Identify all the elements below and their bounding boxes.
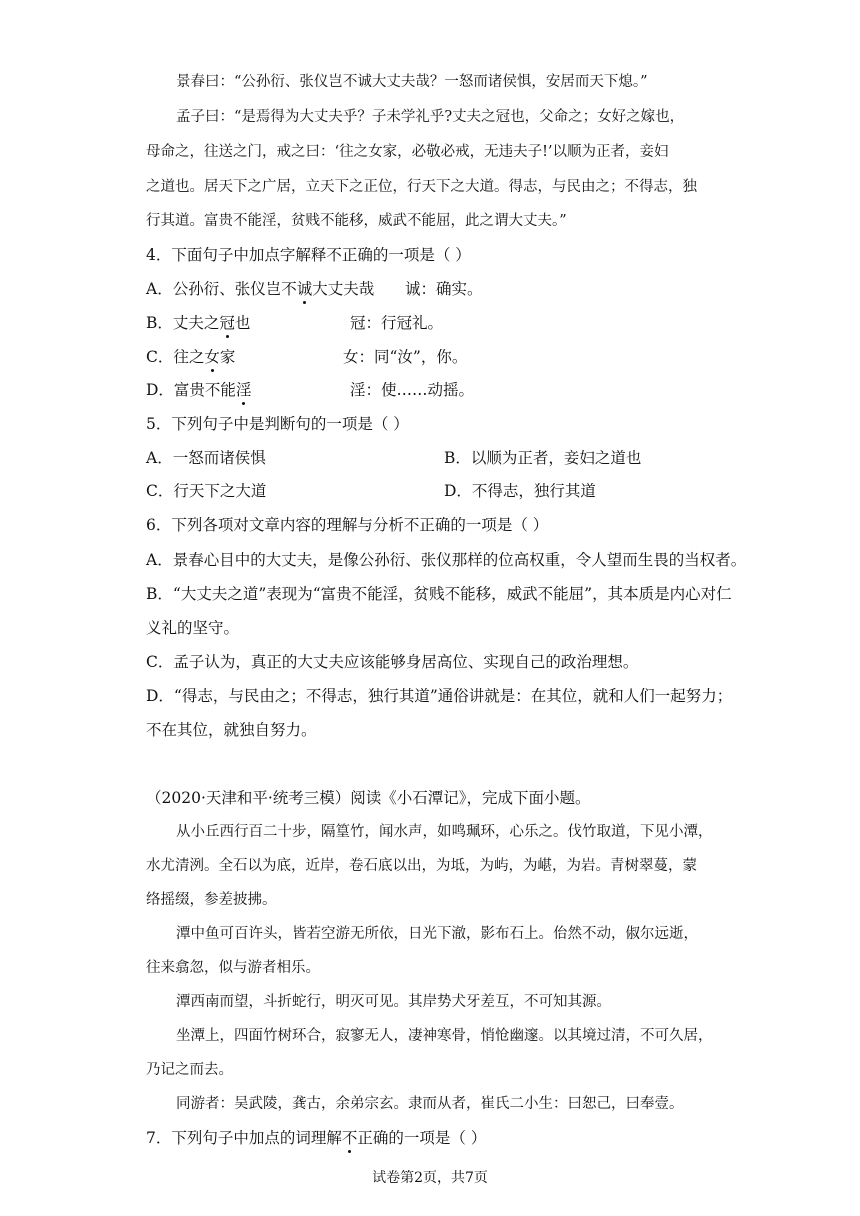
passage1-line: 之道也。居天下之广居，立天下之正位，行天下之大道。得志，与民由之；不得志，独	[146, 179, 697, 195]
option-explanation: 冠：行冠礼。	[350, 314, 444, 332]
section-intro: （2020·天津和平·统考三模）阅读《小石潭记》，完成下面小题。	[146, 789, 591, 807]
question-6-option-c[interactable]: C．孟子认为，真正的大丈夫应该能够身居高位、实现自己的政治理想。	[146, 653, 639, 671]
question-6-option-a[interactable]: A．景春心目中的大丈夫，是像公孙衍、张仪那样的位高权重，令人望而生畏的当权者。	[146, 551, 747, 569]
question-5-option-d[interactable]: D．不得志，独行其道	[444, 482, 596, 500]
passage2-line: 往来翕忽，似与游者相乐。	[146, 960, 320, 976]
question-6-option-b[interactable]: B．“大丈夫之道”表现为“富贵不能淫，贫贱不能移，威武不能屈”，其本质是内心对仁	[146, 585, 732, 603]
question-text: 正确的一项是（ ）	[357, 1129, 487, 1147]
dotted-character: 诚	[296, 280, 313, 298]
question-7-stem	[146, 1128, 860, 1148]
question-5-option-a[interactable]: A．一怒而诸侯惧	[146, 449, 266, 467]
question-4-option-a[interactable]	[146, 279, 860, 299]
passage1-line: 母命之，往送之门，戒之曰：‘往之女家，必敬必戒，无违夫子!’以顺为正者，妾妇	[146, 144, 669, 160]
question-4-option-c[interactable]	[146, 347, 860, 367]
passage2-line: 水尤清洌。全石以为底，近岸，卷石底以出，为坻，为屿，为嵁，为岩。青树翠蔓，蒙	[146, 858, 697, 874]
option-text: 也	[234, 314, 251, 332]
dotted-character: 不	[341, 1129, 358, 1147]
dotted-character: 冠	[219, 314, 235, 332]
question-5-option-c[interactable]: C．行天下之大道	[146, 482, 267, 500]
question-4-option-b[interactable]	[146, 313, 860, 333]
option-explanation: 诚：确实。	[405, 280, 483, 298]
question-4-stem: 4．下面句子中加点字解释不正确的一项是（ ）	[146, 246, 471, 264]
passage2-line: 从小丘西行百二十步，隔篁竹，闻水声，如鸣珮环，心乐之。伐竹取道，下见小潭，	[176, 824, 713, 840]
dotted-character: 女	[204, 348, 220, 366]
option-text: 家	[219, 348, 236, 366]
question-5-options-row-1	[146, 448, 860, 468]
passage2-line: 潭中鱼可百许头，皆若空游无所依，日光下澈，影布石上。佁然不动，俶尔远逝，	[176, 926, 698, 942]
option-text: D．富贵不能	[146, 381, 236, 399]
option-explanation: 淫：使……动摇。	[350, 381, 475, 399]
question-5-stem: 5．下列句子中是判断句的一项是（ ）	[146, 415, 409, 433]
passage1-line: 景春曰：“公孙衍、张仪岂不诚大丈夫哉？一怒而诸侯惧，安居而天下熄。”	[176, 74, 648, 90]
passage2-line: 络摇缀，参差披拂。	[146, 892, 277, 908]
question-6-stem: 6．下列各项对文章内容的理解与分析不正确的一项是（ ）	[146, 516, 549, 534]
question-5-options-row-2	[146, 481, 860, 501]
page-footer: 试卷第2页，共7页	[372, 1170, 488, 1186]
option-text: 大丈夫哉	[312, 280, 375, 298]
passage2-line: 坐潭上，四面竹树环合，寂寥无人，凄神寒骨，悄怆幽邃。以其境过清，不可久居，	[176, 1028, 713, 1044]
option-text: A．公孙衍、张仪岂不	[146, 280, 297, 298]
option-text: B．丈夫之	[146, 314, 220, 332]
question-6-option-b-cont[interactable]: 义礼的坚守。	[146, 619, 240, 637]
question-text: 7．下列句子中加点的词理解	[146, 1129, 342, 1147]
passage2-line: 乃记之而去。	[146, 1062, 233, 1078]
dotted-character: 淫	[235, 381, 252, 399]
question-4-option-d[interactable]	[146, 380, 860, 400]
passage1-line: 行其道。富贵不能淫，贫贱不能移，威武不能屈，此之谓大丈夫。”	[146, 213, 567, 229]
question-6-option-d[interactable]: D．“得志，与民由之；不得志，独行其道”通俗讲就是：在其位，就和人们一起努力；	[146, 687, 733, 705]
option-text: C．往之	[146, 348, 205, 366]
option-explanation: 女：同“汝”，你。	[343, 348, 468, 366]
question-6-option-d-cont[interactable]: 不在其位，就独自努力。	[146, 721, 317, 739]
passage1-line: 孟子曰：“是焉得为大丈夫乎？子未学礼乎?丈夫之冠也，父命之；女好之嫁也，	[176, 109, 685, 125]
passage2-line: 潭西南而望，斗折蛇行，明灭可见。其岸势犬牙差互，不可知其源。	[176, 994, 611, 1010]
question-5-option-b[interactable]: B．以顺为正者，妾妇之道也	[444, 449, 642, 467]
passage2-line: 同游者：吴武陵，龚古，余弟宗玄。隶而从者，崔氏二小生：曰恕己，曰奉壹。	[176, 1096, 684, 1112]
